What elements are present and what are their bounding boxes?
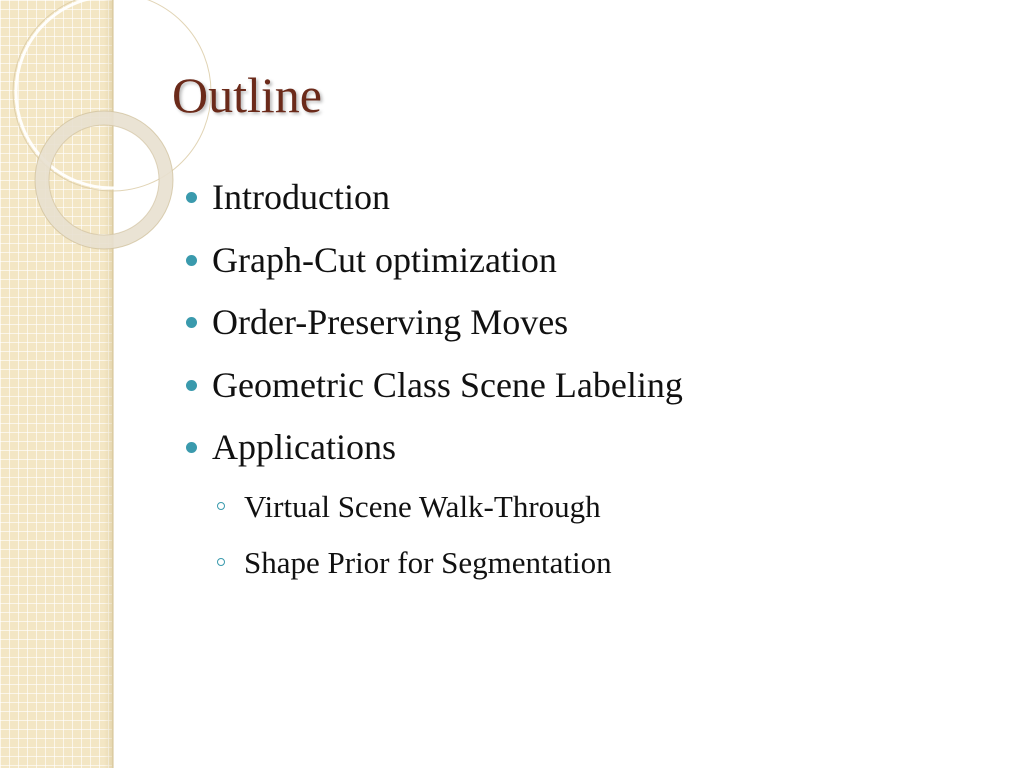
bullet-dot-icon <box>186 317 197 328</box>
list-item <box>186 172 683 222</box>
sub-list-item-label: Virtual Scene Walk-Through <box>244 488 601 524</box>
bullet-dot-icon <box>186 255 197 266</box>
bullet-ring-icon <box>217 502 225 510</box>
page-title: Outline <box>172 67 322 123</box>
list-item-label: Graph-Cut optimization <box>212 239 557 280</box>
list-item-label: Applications <box>212 427 396 467</box>
sub-list-item <box>186 485 683 529</box>
outline-list <box>186 172 683 597</box>
list-item-label: Geometric Class Scene Labeling <box>212 364 683 405</box>
list-item-label: Introduction <box>212 177 390 217</box>
list-item <box>186 422 683 472</box>
decorative-rings-icon <box>0 0 140 280</box>
list-item <box>186 235 683 285</box>
sub-list-item-label: Shape Prior for Segmentation <box>244 544 612 580</box>
sub-list-item <box>186 541 683 585</box>
bullet-dot-icon <box>186 192 197 203</box>
list-item <box>186 297 683 347</box>
list-item-label: Order-Preserving Moves <box>212 302 569 342</box>
bullet-dot-icon <box>186 442 197 453</box>
list-item <box>186 360 683 410</box>
bullet-dot-icon <box>186 380 197 391</box>
bullet-ring-icon <box>217 558 225 566</box>
